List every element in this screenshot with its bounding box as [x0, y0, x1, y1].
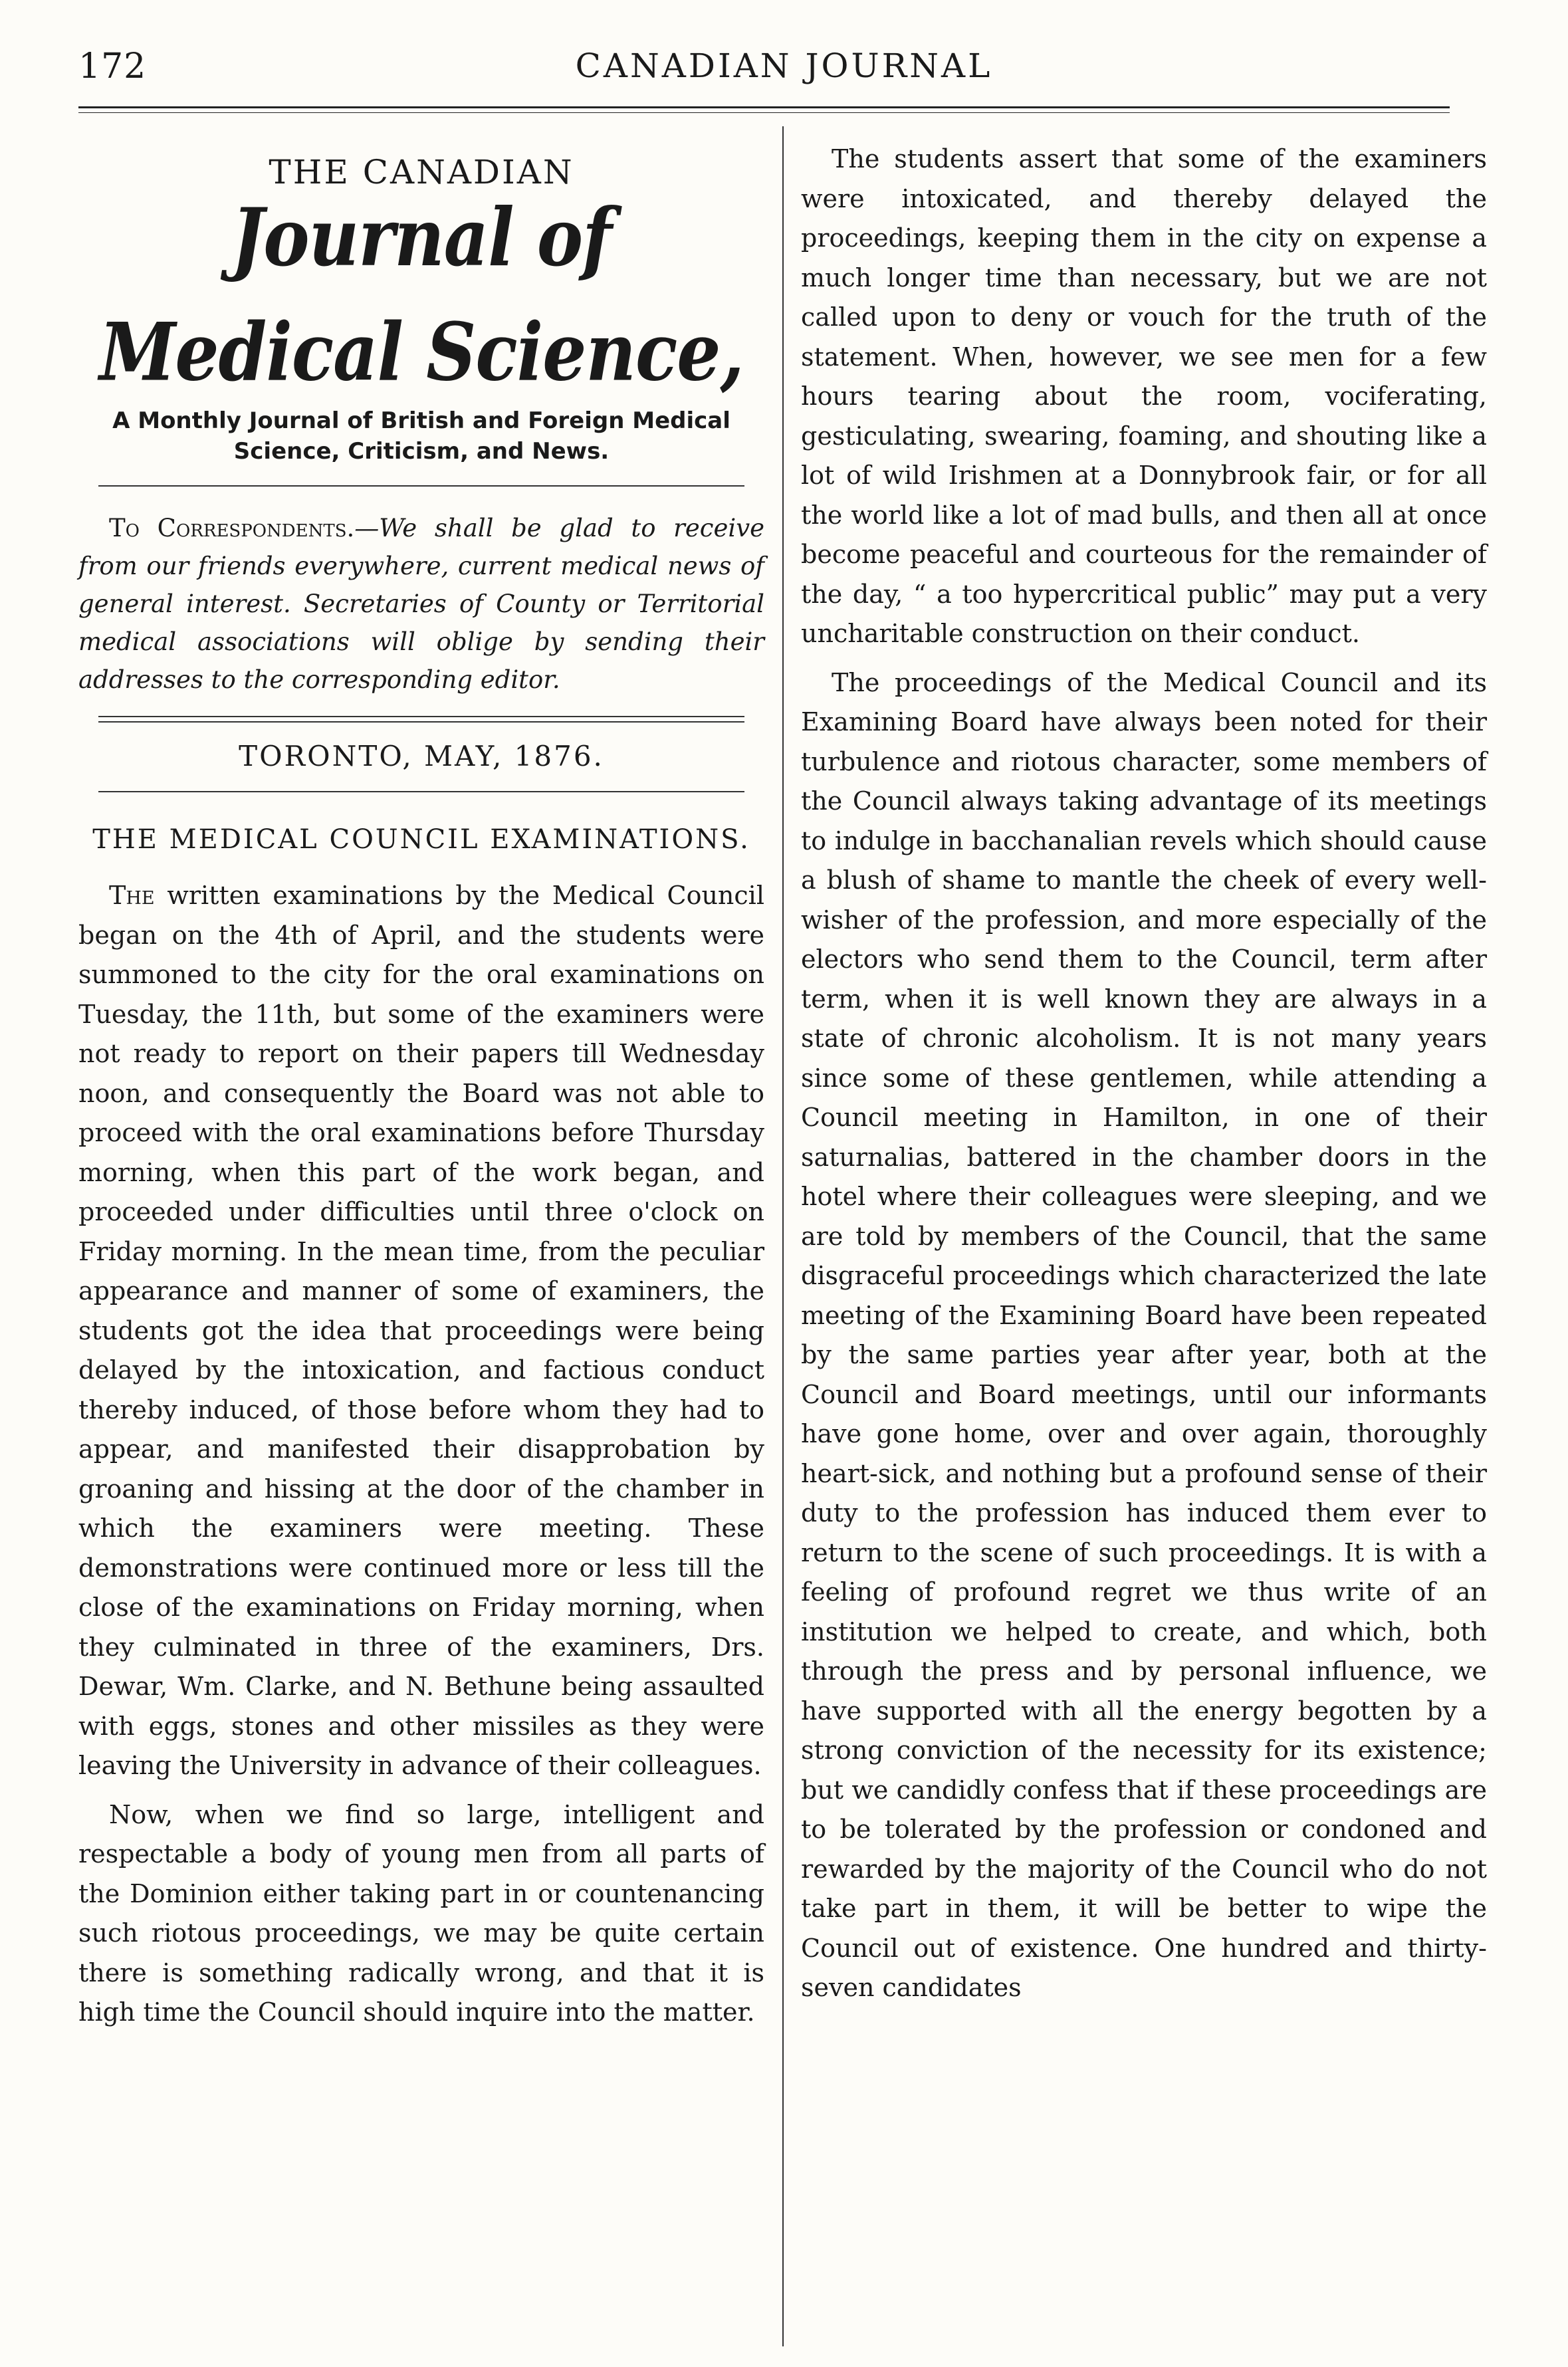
- masthead-title: Journal of Medical Science,: [99, 190, 744, 399]
- article-title: THE MEDICAL COUNCIL EXAMINATIONS.: [92, 824, 750, 855]
- rule: [98, 791, 744, 792]
- right-column: [801, 140, 1487, 2008]
- masthead-the-canadian: THE CANADIAN: [269, 153, 574, 191]
- dateline: TORONTO, MAY, 1876.: [239, 740, 604, 772]
- page-number: 172: [78, 47, 147, 86]
- running-title: CANADIAN JOURNAL: [575, 47, 993, 85]
- first-word: The: [109, 881, 155, 910]
- header-rule: [78, 106, 1450, 113]
- article-paragraph: Now, when we find so large, intelligent and respectable a body of young men from all parts of the Dominion either taking part in or countenancing such riotous proceedings, we may be quite certain there is something radically wrong, and that it is high time the Council should inquire into the matter.: [78, 1799, 764, 2027]
- correspondents-notice: [78, 509, 764, 699]
- article-paragraph: The students assert that some of the examiners were intoxicated, and thereby delayed the proceedings, keeping them in the city on expense a much longer time than necessary, but we are not called upon to deny or vouch for the truth of the statement. When, however, we see men for a few hours tearing about the room, vociferating, gesticulating, swearing, foaming, and shouting like a lot of wild Irishmen at a Donnybrook fair, or for all the world like a lot of mad bulls, and then all at once become peaceful and courteous for the remainder of the day, “ a too hypercritical public” may put a very uncharitable construction on their conduct.: [801, 144, 1487, 648]
- double-rule: [98, 716, 744, 723]
- article-paragraph: [78, 876, 764, 1786]
- correspondents-text: —We shall be glad to receive from our friends everywhere, current medical news of general interest. Secretaries of County or Territorial medical associations will oblige by sending their addresses to the corresponding editor.: [78, 514, 764, 694]
- article-paragraph: The proceedings of the Medical Council and its Examining Board have always been noted for their turbulence and riotous character, some members of the Council always taking advantage of its meetings to indulge in bacchanalian revels which should cause a blush of shame to mantle the cheek of every well-wisher of the profession, and more especially of the electors who send them to the Council, term after term, when it is well known they are always in a state of chronic alcoholism. It is not many years since some of these gentlemen, while attending a Council meeting in Hamilton, in one of their saturnalias, battered in the chamber doors in the hotel where their colleagues were sleeping, and we are told by members of the Council, that the same disgraceful proceedings which characterized the late meeting of the Examining Board have been repeated by the same parties year after year, both at the Council and Board meetings, until our informants have gone home, over and over again, thoroughly heart-sick, and nothing but a profound sense of their duty to the profession has induced them ever to return to the scene of such proceedings. It is with a feeling of profound regret we thus write of an institution we helped to create, and which, both through the press and by personal influence, we have supported with all the energy begotten by a strong conviction of the necessity for its existence; but we candidly confess that if these proceedings are to be tolerated by the profession or condoned and rewarded by the majority of the Council who do not take part in them, it will be better to wipe the Council out of existence. One hundred and thirty-seven candidates: [801, 667, 1487, 2002]
- left-column: [78, 140, 764, 2033]
- correspondents-lead: To Correspondents.: [109, 514, 355, 542]
- paragraph-text: written examinations by the Medical Council began on the 4th of April, and the students were summoned to the city for the oral examinations on Tuesday, the 11th, but some of the examiners were not ready to report on their papers till Wednesday noon, and consequently the Board was not able to proceed with the oral examinations before Thursday morning, when this part of the work began, and proceeded under difficulties until three o'clock on Friday morning. In the mean time, from the peculiar appearance and manner of some of examiners, the students got the idea that proceedings were being delayed by the intoxication, and factious conduct thereby induced, of those before whom they had to appear, and manifested their disapprobation by groaning and hissing at the door of the chamber in which the examiners were meeting. These demonstrations were continued more or less till the close of the examinations on Friday morning, when they culminated in three of the examiners, Drs. Dewar, Wm. Clarke, and N. Bethune being assaulted with eggs, stones and other missiles as they were leaving the University in advance of their colleagues.: [78, 881, 764, 1780]
- masthead-subtitle: A Monthly Journal of British and Foreign Medical Science, Criticism, and News.: [112, 407, 730, 465]
- column-divider: [782, 126, 784, 2346]
- rule: [98, 485, 744, 487]
- page-header: [0, 47, 1568, 100]
